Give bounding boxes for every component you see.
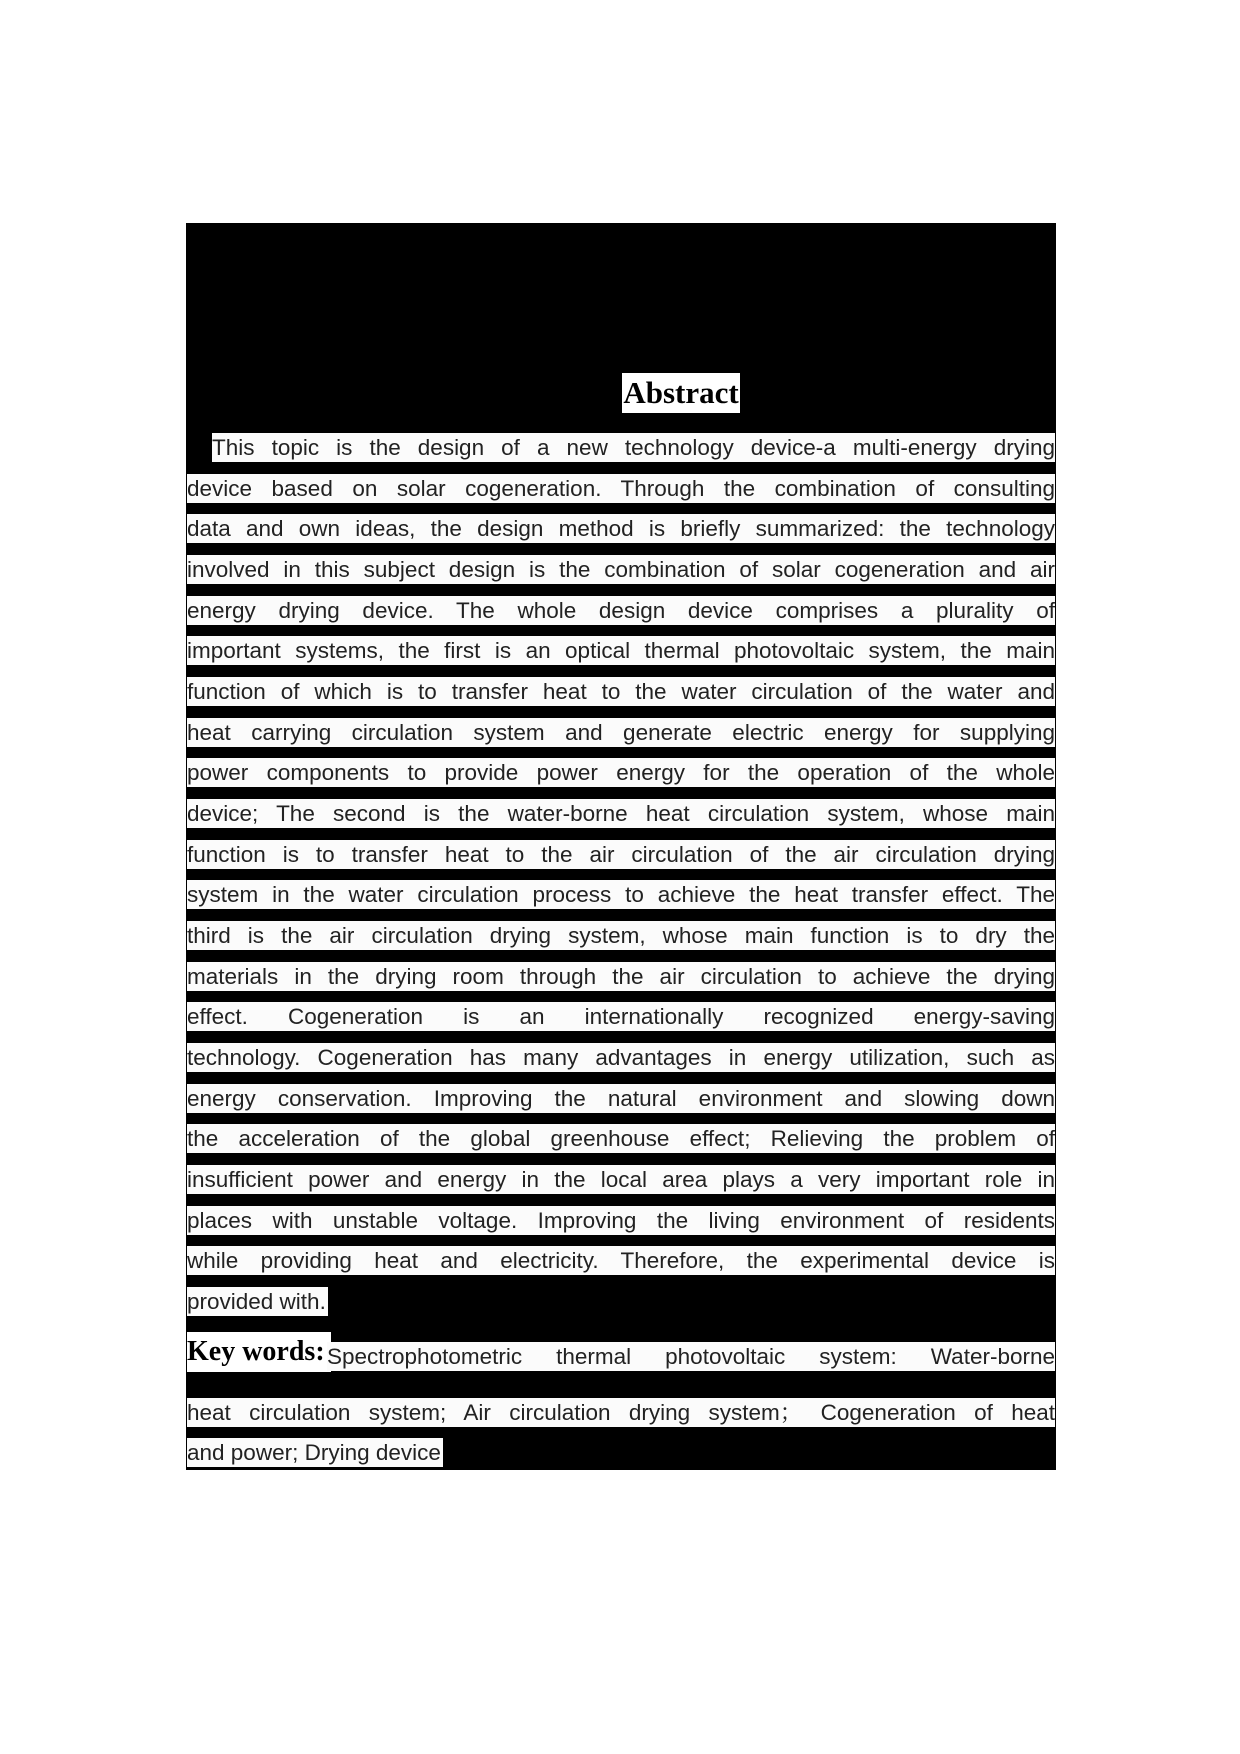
abstract-line: This topic is the design of a new technology device-a multi-energy drying (212, 435, 1055, 460)
keywords-text: Spectrophotometric thermal photovoltaic system: Water-borne (327, 1344, 1055, 1369)
abstract-line: effect. Cogeneration is an internationally recognized energy-saving (187, 1004, 1055, 1029)
abstract-line: involved in this subject design is the combination of solar cogeneration and air (187, 557, 1055, 582)
abstract-redaction-box (186, 223, 1056, 1470)
abstract-line: device; The second is the water-borne heat circulation system, whose main (187, 801, 1055, 826)
abstract-line: places with unstable voltage. Improving the living environment of residents (187, 1208, 1055, 1233)
abstract-line: heat carrying circulation system and generate electric energy for supplying (187, 720, 1055, 745)
abstract-heading-wrap (186, 373, 1056, 413)
abstract-title: Abstract (622, 373, 739, 413)
abstract-line: provided with. (187, 1289, 326, 1314)
abstract-line: function is to transfer heat to the air circulation of the air circulation drying (187, 842, 1055, 867)
abstract-line: materials in the drying room through the air circulation to achieve the drying (187, 964, 1055, 989)
keywords-line: and power; Drying device (187, 1440, 441, 1465)
abstract-line: the acceleration of the global greenhouse effect; Relieving the problem of (187, 1126, 1055, 1151)
abstract-line: while providing heat and electricity. Therefore, the experimental device is (187, 1248, 1055, 1273)
abstract-line: technology. Cogeneration has many advantages in energy utilization, such as (187, 1045, 1055, 1070)
abstract-line: third is the air circulation drying system, whose main function is to dry the (187, 923, 1055, 948)
abstract-line: insufficient power and energy in the local area plays a very important role in (187, 1167, 1055, 1192)
abstract-line: important systems, the first is an optical thermal photovoltaic system, the main (187, 638, 1055, 663)
abstract-line: energy drying device. The whole design device comprises a plurality of (187, 598, 1055, 623)
abstract-line: function of which is to transfer heat to the water circulation of the water and (187, 679, 1055, 704)
abstract-line: system in the water circulation process to achieve the heat transfer effect. The (187, 882, 1055, 907)
abstract-line: data and own ideas, the design method is briefly summarized: the technology (187, 516, 1055, 541)
abstract-line: device based on solar cogeneration. Through the combination of consulting (187, 476, 1055, 501)
abstract-line: power components to provide power energy for the operation of the whole (187, 760, 1055, 785)
keywords-label: Key words: (187, 1332, 331, 1372)
abstract-line: energy conservation. Improving the natural environment and slowing down (187, 1086, 1055, 1111)
keywords-line: heat circulation system; Air circulation drying system； Cogeneration of heat (187, 1400, 1055, 1425)
